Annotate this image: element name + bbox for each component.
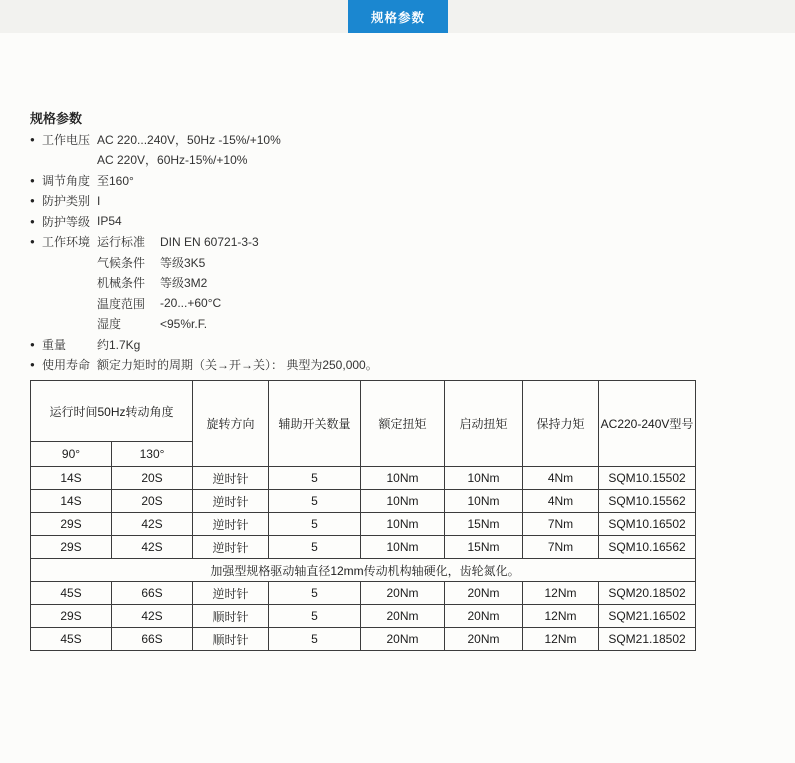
note-text: 加强型规格驱动轴直径12mm传动机构轴硬化，齿轮氮化。 [31, 559, 696, 582]
table-cell: SQM10.16502 [599, 513, 696, 536]
col-header-90deg: 90° [31, 442, 112, 467]
table-cell: 14S [31, 467, 112, 490]
spec-row [30, 252, 750, 273]
table-cell: 5 [269, 628, 361, 651]
table-cell: 逆时针 [193, 582, 269, 605]
table-cell: 逆时针 [193, 513, 269, 536]
table-cell: 20Nm [361, 628, 445, 651]
spec-row [30, 293, 750, 314]
table-cell: 29S [31, 605, 112, 628]
table-cell: 10Nm [361, 513, 445, 536]
table-cell: 20Nm [445, 605, 523, 628]
table-cell: 5 [269, 582, 361, 605]
table-cell: SQM10.15502 [599, 467, 696, 490]
table-cell: 66S [112, 628, 193, 651]
table-cell: 45S [31, 582, 112, 605]
spec-value: 至160° [97, 173, 134, 188]
spec-label: 工作环境 [42, 235, 91, 250]
table-cell: 42S [112, 605, 193, 628]
page-title: 规格参数 [30, 111, 83, 126]
spec-value: 运行标准 [97, 235, 146, 250]
table-cell: 14S [31, 490, 112, 513]
table-row [31, 628, 696, 651]
spec-label: 使用寿命 [42, 358, 91, 373]
spec-table [30, 380, 696, 651]
spec-value: 气候条件 [97, 255, 146, 270]
table-cell: 42S [112, 536, 193, 559]
col-header-rated-torque: 额定扭矩 [361, 381, 445, 467]
table-cell: 5 [269, 490, 361, 513]
table-cell: 顺时针 [193, 628, 269, 651]
spec-row [30, 150, 750, 171]
table-cell: 66S [112, 582, 193, 605]
spec-value: IP54 [97, 214, 122, 229]
table-body-top [31, 467, 696, 559]
table-cell: 29S [31, 536, 112, 559]
spec-row [30, 355, 750, 376]
bullet-icon: ● [30, 339, 35, 349]
bullet-icon: ● [30, 175, 35, 185]
table-cell: 20Nm [445, 628, 523, 651]
table-row [31, 605, 696, 628]
bullet-icon: ● [30, 196, 35, 206]
col-header-130deg: 130° [112, 442, 193, 467]
tab-spec-params[interactable]: 规格参数 [348, 0, 448, 33]
col-header-runtime: 运行时间50Hz转动角度 [31, 381, 193, 442]
table-cell: 20S [112, 490, 193, 513]
spec-subvalue: -20...+60°C [160, 296, 222, 311]
spec-value: AC 220V，60Hz-15%/+10% [97, 153, 248, 168]
table-cell: 5 [269, 536, 361, 559]
spec-label: 工作电压 [42, 132, 91, 147]
table-cell: 7Nm [523, 513, 599, 536]
spec-value: 约1.7Kg [97, 337, 141, 352]
spec-row [30, 314, 750, 335]
spec-row [30, 273, 750, 294]
spec-value: 机械条件 [97, 276, 146, 291]
spec-subvalue: 等级3K5 [160, 255, 206, 270]
spec-row [30, 191, 750, 212]
table-cell: 4Nm [523, 490, 599, 513]
table-row [31, 467, 696, 490]
table-cell: 5 [269, 467, 361, 490]
table-row [31, 582, 696, 605]
table-cell: 12Nm [523, 582, 599, 605]
table-row [31, 513, 696, 536]
table-cell: 10Nm [361, 536, 445, 559]
table-cell: 12Nm [523, 628, 599, 651]
table-cell: 10Nm [445, 490, 523, 513]
table-body-bottom [31, 582, 696, 651]
table-cell: SQM10.15562 [599, 490, 696, 513]
col-header-model: AC220-240V型号 [599, 381, 696, 467]
table-cell: 10Nm [361, 490, 445, 513]
col-header-holding-torque: 保持力矩 [523, 381, 599, 467]
table-cell: 20Nm [361, 605, 445, 628]
bullet-icon: ● [30, 216, 35, 226]
spec-label: 调节角度 [42, 173, 91, 188]
table-cell: SQM20.18502 [599, 582, 696, 605]
spec-label: 重量 [42, 337, 67, 352]
table-cell: 5 [269, 513, 361, 536]
table-cell: SQM10.16562 [599, 536, 696, 559]
table-cell: 20S [112, 467, 193, 490]
table-row [31, 536, 696, 559]
table-cell: 10Nm [361, 467, 445, 490]
table-cell: 29S [31, 513, 112, 536]
col-header-aux-switches: 辅助开关数量 [269, 381, 361, 467]
spec-subvalue: <95%r.F. [160, 316, 208, 331]
table-cell: 12Nm [523, 605, 599, 628]
spec-value: 湿度 [97, 317, 122, 332]
table-cell: 15Nm [445, 536, 523, 559]
table-cell: 逆时针 [193, 536, 269, 559]
spec-row [30, 334, 750, 355]
table-cell: 顺时针 [193, 605, 269, 628]
spec-row [30, 232, 750, 253]
table-cell: 15Nm [445, 513, 523, 536]
table-cell: 4Nm [523, 467, 599, 490]
spec-value: 额定力矩时的周期（关→开→关）： 典型为250,000。 [97, 358, 378, 373]
note-row [31, 559, 696, 582]
content-area [0, 33, 795, 763]
table-cell: SQM21.18502 [599, 628, 696, 651]
spec-row [30, 170, 750, 191]
table-cell: 10Nm [445, 467, 523, 490]
spec-value: I [97, 193, 101, 208]
table-cell: SQM21.16502 [599, 605, 696, 628]
spec-value: AC 220...240V，50Hz -15%/+10% [97, 132, 281, 147]
spec-subvalue: 等级3M2 [160, 276, 208, 291]
table-row [31, 490, 696, 513]
bullet-icon: ● [30, 237, 35, 247]
spec-row [30, 211, 750, 232]
table-cell: 20Nm [445, 582, 523, 605]
spec-subvalue: DIN EN 60721-3-3 [160, 234, 259, 249]
table-cell: 逆时针 [193, 490, 269, 513]
spec-label: 防护类别 [42, 194, 91, 209]
spec-value: 温度范围 [97, 296, 146, 311]
table-cell: 42S [112, 513, 193, 536]
table-cell: 45S [31, 628, 112, 651]
table-cell: 5 [269, 605, 361, 628]
spec-label: 防护等级 [42, 214, 91, 229]
table-cell: 7Nm [523, 536, 599, 559]
bullet-icon: ● [30, 134, 35, 144]
spec-list [30, 129, 750, 375]
spec-row [30, 129, 750, 150]
table-cell: 20Nm [361, 582, 445, 605]
col-header-start-torque: 启动扭矩 [445, 381, 523, 467]
col-header-rotation: 旋转方向 [193, 381, 269, 467]
table-cell: 逆时针 [193, 467, 269, 490]
bullet-icon: ● [30, 360, 35, 370]
